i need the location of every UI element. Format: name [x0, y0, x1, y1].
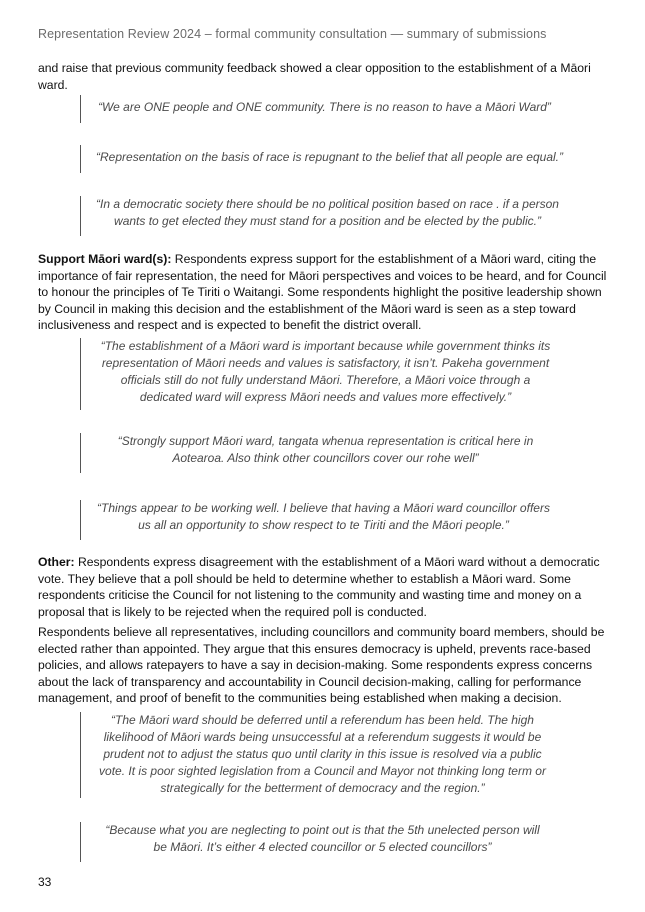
- page-number: 33: [38, 875, 52, 889]
- quote-other-2: “Because what you are neglecting to point out is that the 5th unelected person will be Māori. It’s either 4 elected councillor or 5 elected councillors”: [80, 822, 570, 862]
- support-paragraph: [38, 251, 610, 334]
- other-paragraph: [38, 554, 610, 620]
- other-text: Respondents express disagreement with the establishment of a Māori ward without a democratic vote. They believe that a poll should be held to determine whether to establish a Māori ward. Some respondents criticise the Council for not listening to the community and wasting time and money on a proposal that is likely to be rejected when the required poll is conducted.: [38, 555, 600, 619]
- support-heading: Support Māori ward(s):: [38, 252, 172, 266]
- quote-oppose-2: “Representation on the basis of race is repugnant to the belief that all people are equal.”: [80, 145, 570, 173]
- quote-other-1: “The Māori ward should be deferred until a referendum has been held. The high likelihood of Māori wards being unsuccessful at a referendum suggests it would be prudent not to adjust the status quo until clarity in this issue is resolved via a public vote. It is poor sighted legislation from a Council and Mayor not thinking long term or strategically for the betterment of democracy and the region.”: [80, 712, 570, 798]
- intro-paragraph: and raise that previous community feedback showed a clear opposition to the establishment of a Māori ward.: [38, 61, 591, 92]
- quote-support-1: “The establishment of a Māori ward is important because while government thinks its representation of Māori needs and values is satisfactory, it isn’t. Pakeha government officials still do not fully understand Māori. Therefore, a Māori voice through a dedicated ward will express Māori needs and values more effectively.”: [80, 338, 570, 410]
- quote-support-3: “Things appear to be working well. I believe that having a Māori ward councillor offers us all an opportunity to show respect to te Tiriti and the Māori people.”: [80, 500, 570, 540]
- support-text: Respondents express support for the establishment of a Māori ward, citing the importance of fair representation, the need for Māori perspectives and voices to be heard, and for Council to honour the principles of Te Tiriti o Waitangi. Some respondents highlight the positive leadership shown by Council in making this decision and the establishment of the Māori ward is seen as a step toward inclusiveness and respect and is expected to benefit the district overall.: [38, 252, 607, 333]
- quote-oppose-3: “In a democratic society there should be no political position based on race . if a person wants to get elected they must stand for a position and be elected by the public.”: [80, 196, 570, 236]
- quote-oppose-1: “We are ONE people and ONE community. There is no reason to have a Māori Ward”: [80, 95, 560, 123]
- quote-support-2: “Strongly support Māori ward, tangata whenua representation is critical here in Aotearoa. Also think other councillors cover our rohe well”: [80, 433, 570, 473]
- other-heading: Other:: [38, 555, 75, 569]
- other-paragraph-2: Respondents believe all representatives, including councillors and community board members, should be elected rather than appointed. They argue that this ensures democracy is upheld, prevents race-based policies, and allows ratepayers to have a say in decision-making. Some respondents express concerns about the lack of transparency and accountability in Council decision-making, calling for performance management, and proof of benefit to the communities being established when making a decision.: [38, 625, 605, 706]
- page-header: Representation Review 2024 – formal community consultation — summary of submissions: [38, 27, 547, 41]
